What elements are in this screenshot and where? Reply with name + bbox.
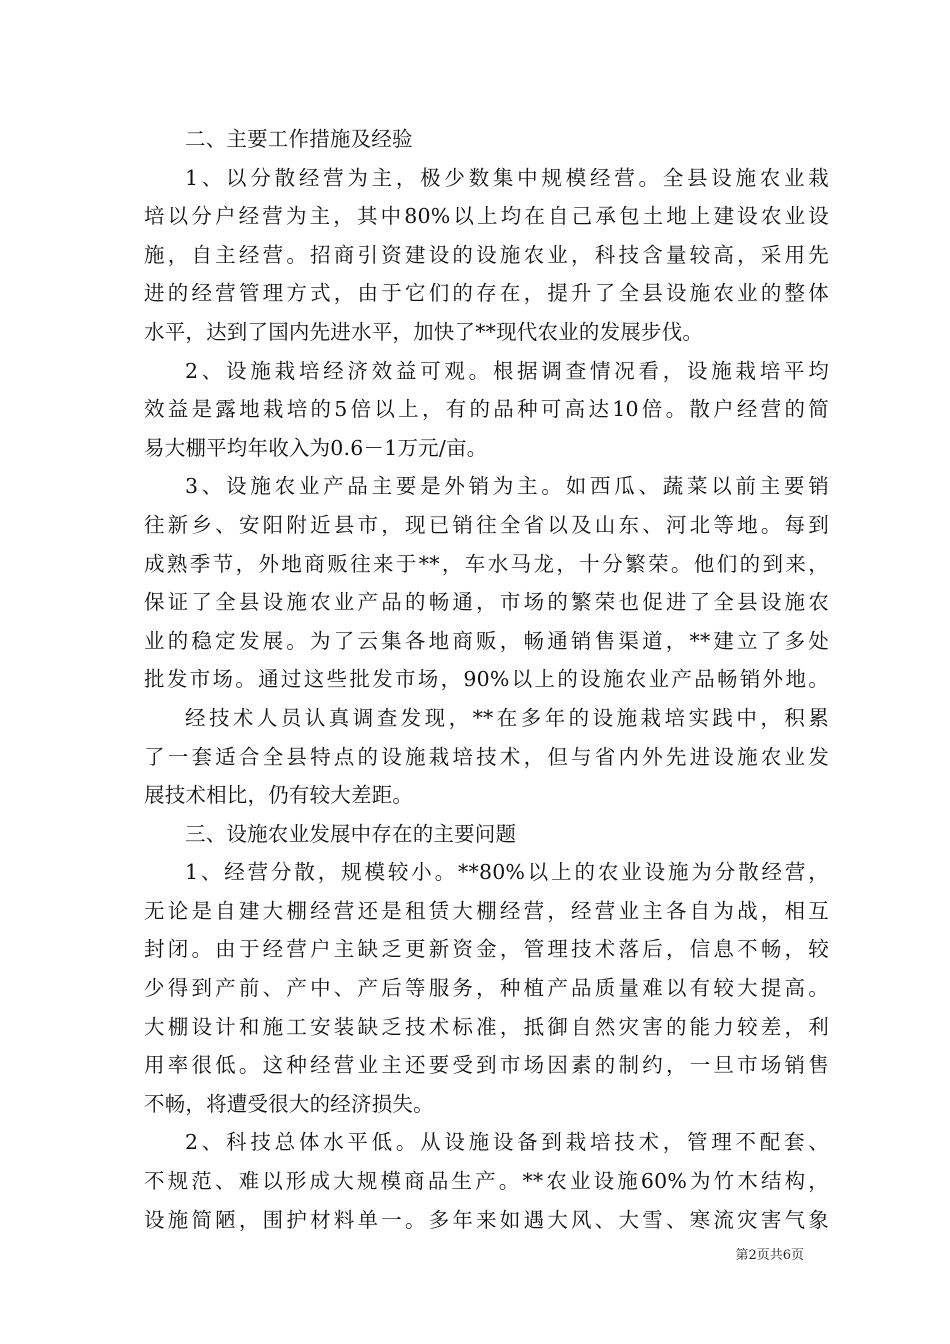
text-line: 3、设施农业产品主要是外销为主。如西瓜、蔬菜以前主要销 <box>185 474 829 499</box>
text-line: 水平，达到了国内先进水平，加快了**现代农业的发展步伐。 <box>144 319 704 344</box>
text-line: 展技术相比，仍有较大差距。 <box>144 783 414 808</box>
text-line: 保证了全县设施农业产品的畅通，市场的繁荣也促进了全县设施农 <box>144 590 829 615</box>
text-line: 了一套适合全县特点的设施栽培技术，但与省内外先进设施农业发 <box>144 744 829 769</box>
text-line: 二、主要工作措施及经验 <box>185 127 413 151</box>
text-line: 1、经营分散，规模较小。**80%以上的农业设施为分散经营， <box>185 860 829 885</box>
text-line: 业的稳定发展。为了云集各地商贩，畅通销售渠道，**建立了多处 <box>144 628 829 653</box>
text-line: 易大棚平均年收入为0.6－1万元/亩。 <box>144 435 488 460</box>
text-line: 封闭。由于经营户主缺乏更新资金，管理技术落后，信息不畅，较 <box>144 937 829 962</box>
text-line: 无论是自建大棚经营还是租赁大棚经营，经营业主各自为战，相互 <box>144 898 829 923</box>
text-line: 2、科技总体水平低。从设施设备到栽培技术，管理不配套、 <box>185 1130 829 1155</box>
text-line: 不规范、难以形成大规模商品生产。**农业设施60%为竹木结构， <box>144 1169 829 1194</box>
text-line: 不畅，将遭受很大的经济损失。 <box>144 1091 434 1116</box>
text-line: 三、设施农业发展中存在的主要问题 <box>185 821 517 846</box>
text-line: 大棚设计和施工安装缺乏技术标准，抵御自然灾害的能力较差，利 <box>144 1014 829 1039</box>
page-number: 第2页共6页 <box>735 1248 804 1263</box>
text-line: 效益是露地栽培的5倍以上，有的品种可高达10倍。散户经营的简 <box>144 397 829 422</box>
text-line: 用率很低。这种经营业主还要受到市场因素的制约，一旦市场销售 <box>144 1053 829 1078</box>
text-line: 少得到产前、产中、产后等服务，种植产品质量难以有较大提高。 <box>144 976 829 1001</box>
text-line: 进的经营管理方式，由于它们的存在，提升了全县设施农业的整体 <box>144 281 829 306</box>
text-line: 2、设施栽培经济效益可观。根据调查情况看，设施栽培平均 <box>185 358 829 383</box>
text-line: 经技术人员认真调查发现，**在多年的设施栽培实践中，积累 <box>185 705 829 730</box>
document-body <box>144 120 829 1239</box>
text-line: 成熟季节，外地商贩往来于**，车水马龙，十分繁荣。他们的到来， <box>144 551 829 576</box>
text-line: 1、以分散经营为主，极少数集中规模经营。全县设施农业栽 <box>185 165 829 190</box>
text-line: 设施简陋，围护材料单一。多年来如遇大风、大雪、寒流灾害气象 <box>144 1207 829 1232</box>
text-line: 施，自主经营。招商引资建设的设施农业，科技含量较高，采用先 <box>144 242 829 267</box>
text-line: 批发市场。通过这些批发市场，90%以上的设施农业产品畅销外地。 <box>144 667 829 692</box>
text-line: 培以分户经营为主，其中80%以上均在自己承包土地上建设农业设 <box>144 204 829 229</box>
text-line: 往新乡、安阳附近县市，现已销往全省以及山东、河北等地。每到 <box>144 512 829 537</box>
